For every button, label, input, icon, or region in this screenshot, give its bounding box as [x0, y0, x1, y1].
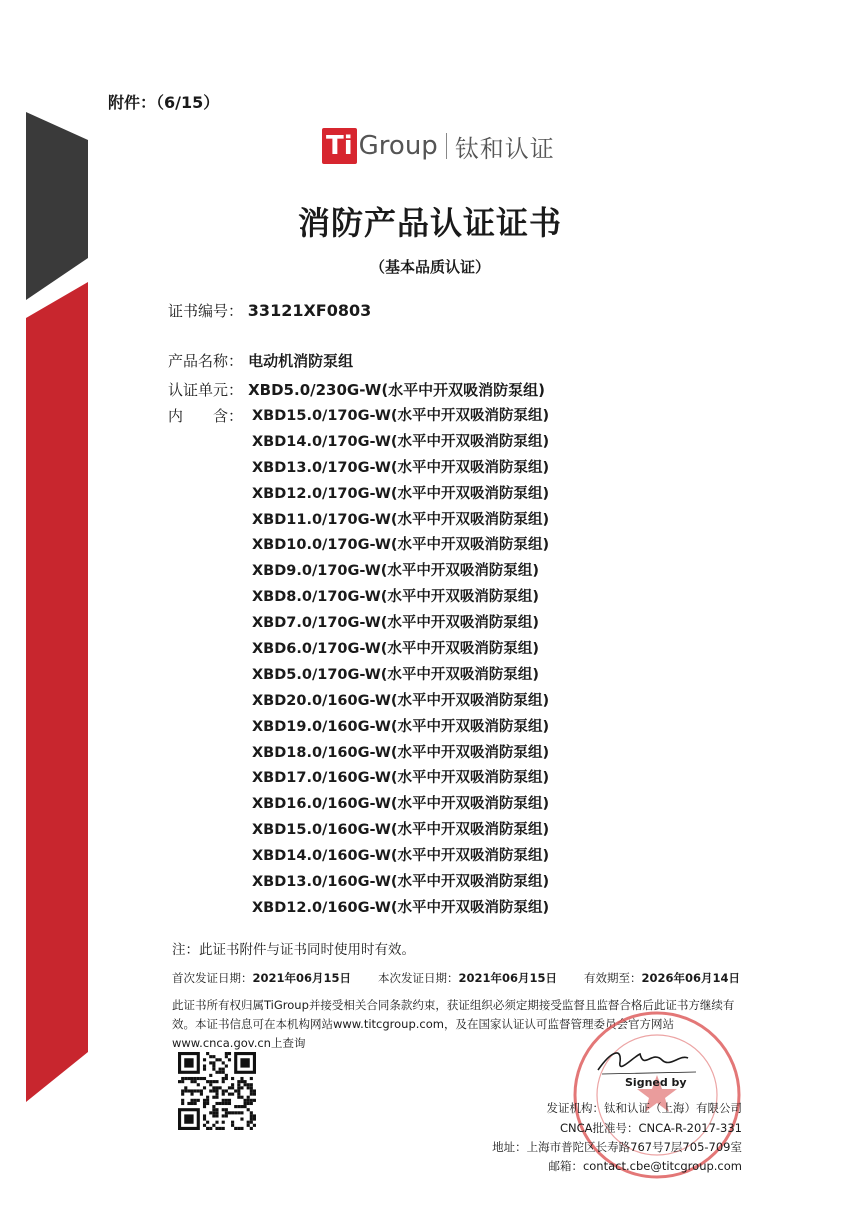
first-issue-date-value: 2021年06月15日 — [252, 971, 352, 985]
cnca-approval-number: CNCA批准号：CNCA-R-2017-331 — [560, 1121, 742, 1135]
contains-label: 内 含： — [168, 407, 244, 425]
first-issue-date-label: 首次发证日期： — [172, 971, 253, 985]
model-item: XBD17.0/160G-W(水平中开双吸消防泵组) — [252, 770, 550, 787]
logo-chinese-name: 钛和认证 — [454, 134, 555, 163]
logo-divider — [446, 133, 447, 159]
model-item: XBD16.0/160G-W(水平中开双吸消防泵组) — [252, 796, 550, 813]
certificate-number-row — [168, 300, 371, 321]
document-subtitle: （基本品质认证） — [369, 258, 490, 276]
model-item: XBD14.0/160G-W(水平中开双吸消防泵组) — [252, 848, 550, 865]
certification-unit-label: 认证单元： — [168, 381, 244, 399]
certification-unit: XBD5.0/230G-W(水平中开双吸消防泵组) — [248, 381, 546, 399]
model-item: XBD12.0/170G-W(水平中开双吸消防泵组) — [252, 485, 550, 502]
valid-until-value: 2026年06月14日 — [641, 971, 741, 985]
model-item: XBD20.0/160G-W(水平中开双吸消防泵组) — [252, 692, 550, 709]
model-item: XBD15.0/170G-W(水平中开双吸消防泵组) — [252, 408, 550, 424]
current-issue-date — [378, 970, 557, 986]
model-item: XBD12.0/160G-W(水平中开双吸消防泵组) — [252, 899, 550, 916]
tigroup-logo — [322, 126, 555, 166]
model-item: XBD10.0/170G-W(水平中开双吸消防泵组) — [252, 537, 550, 554]
logo-group: Group — [358, 131, 438, 161]
product-name: 电动机消防泵组 — [248, 352, 354, 370]
qr-code — [178, 1052, 256, 1130]
model-item: XBD15.0/160G-W(水平中开双吸消防泵组) — [252, 822, 550, 839]
model-item: XBD5.0/170G-W(水平中开双吸消防泵组) — [252, 666, 540, 683]
product-name-row — [168, 350, 353, 371]
model-item: XBD14.0/170G-W(水平中开双吸消防泵组) — [252, 433, 550, 450]
model-item: XBD13.0/170G-W(水平中开双吸消防泵组) — [252, 459, 550, 476]
model-item: XBD7.0/170G-W(水平中开双吸消防泵组) — [252, 615, 540, 632]
issuer-address: 地址：上海市普陀区长寿路767号7层705-709室 — [492, 1140, 742, 1154]
valid-until-date — [584, 970, 740, 986]
model-item: XBD8.0/170G-W(水平中开双吸消防泵组) — [252, 589, 540, 606]
certificate-number-label: 证书编号： — [168, 302, 244, 320]
signature — [592, 1040, 702, 1080]
validity-statement: 此证书所有权归属TiGroup并接受相关合同条款约束，获证组织必须定期接受监督且监督合格后此证书方继续有效。本证书信息可在本机构网站www.titcgroup.com，及在国家认证认可监督管理委员会官方网站www.cnca.gov.cn上查询 — [172, 998, 735, 1050]
model-item: XBD19.0/160G-W(水平中开双吸消防泵组) — [252, 718, 550, 735]
valid-until-label: 有效期至： — [584, 971, 642, 985]
certificate-number: 33121XF0803 — [247, 301, 372, 320]
model-item: XBD11.0/170G-W(水平中开双吸消防泵组) — [252, 511, 550, 528]
model-list — [252, 405, 549, 923]
current-issue-date-value: 2021年06月15日 — [458, 971, 558, 985]
model-item: XBD9.0/170G-W(水平中开双吸消防泵组) — [252, 563, 540, 580]
first-issue-date — [172, 970, 351, 986]
issuing-organization: 发证机构：钛和认证（上海）有限公司 — [546, 1101, 742, 1115]
attachment-note: 注：此证书附件与证书同时使用时有效。 — [172, 942, 415, 958]
document-title: 消防产品认证证书 — [297, 204, 562, 242]
certification-unit-row — [168, 379, 545, 400]
logo-ti: Ti — [322, 128, 357, 164]
issuer-email: 邮箱：contact.cbe@titcgroup.com — [548, 1159, 742, 1173]
current-issue-date-label: 本次发证日期： — [378, 971, 459, 985]
model-item: XBD18.0/160G-W(水平中开双吸消防泵组) — [252, 744, 550, 761]
attachment-label: 附件：（6/15） — [108, 93, 220, 112]
model-item: XBD6.0/170G-W(水平中开双吸消防泵组) — [252, 641, 540, 658]
product-name-label: 产品名称： — [168, 352, 244, 370]
model-item: XBD13.0/160G-W(水平中开双吸消防泵组) — [252, 874, 550, 891]
red-stripe — [26, 282, 88, 1102]
decorative-stripes — [0, 0, 90, 1216]
signed-by-label: Signed by — [625, 1076, 687, 1089]
